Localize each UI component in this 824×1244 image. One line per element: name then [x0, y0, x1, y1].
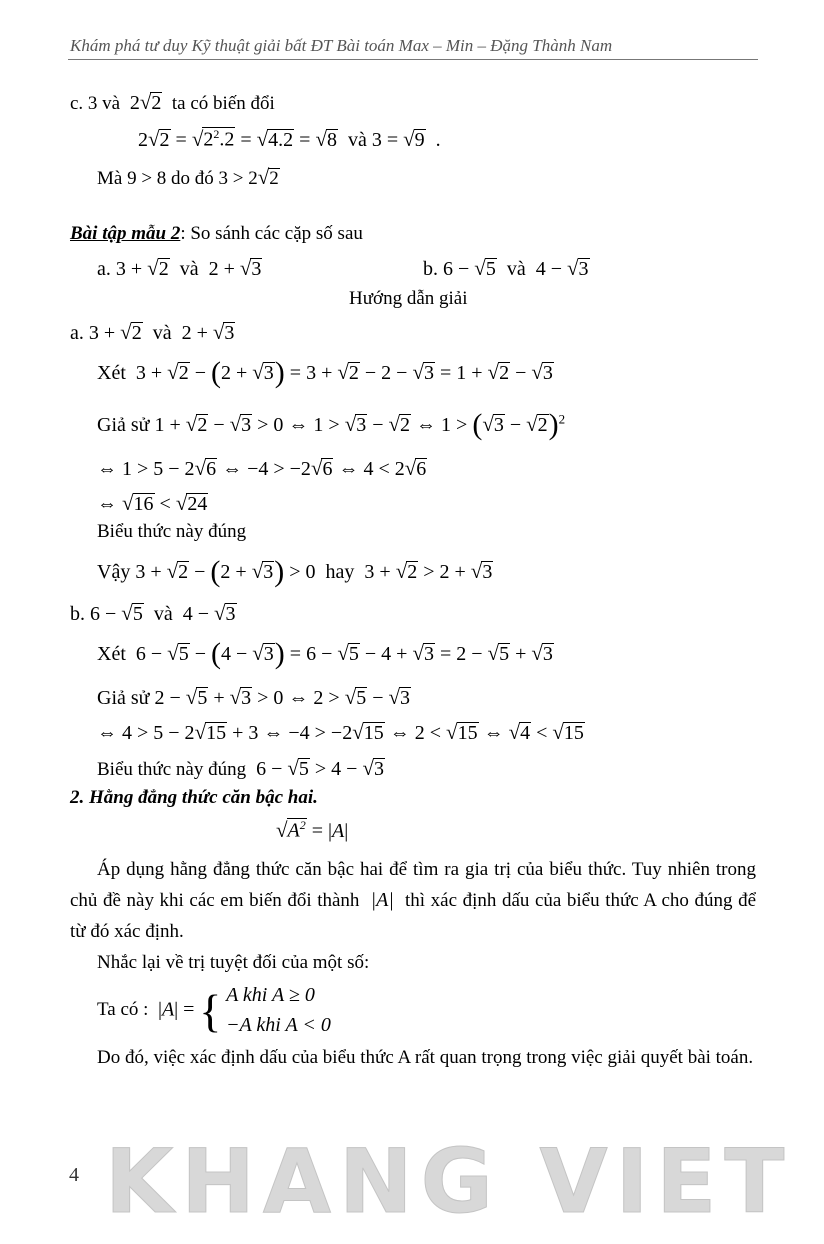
opt-a-label: a.: [97, 258, 111, 280]
example-title: Bài tập mẫu 2: [70, 223, 181, 244]
so-text: Vậy: [97, 561, 131, 583]
part-a-label: a.: [70, 322, 84, 344]
part-c-line: [70, 90, 275, 115]
example-heading: [70, 223, 363, 245]
part-b-statement: b. 6 − √5 và 4 − √3: [70, 601, 236, 625]
case-2: −A khi A < 0: [226, 1014, 331, 1036]
header-rule: [68, 59, 758, 60]
case-1: A khi A ≥ 0: [226, 984, 315, 1006]
math-line-c2: $2√2 = √2^2.2 = √4.2 = √8$ và 3 = √9 .: [138, 127, 441, 151]
section-2-title: 2. Hằng đẳng thức căn bậc hai.: [70, 787, 318, 808]
part-a-step3: ⇔ √16 < √24: [97, 491, 208, 515]
part-b-label: b.: [70, 603, 85, 625]
true-statement-a: Biểu thức này đúng: [97, 521, 247, 542]
part-a-suppose: Giả sử 1 + √2 − √3 > 0 ⇔ 1 > √3 − √2 ⇔ $1 > (√3 - √2)^2$: [97, 408, 566, 441]
part-c-tail: ta có biến đổi: [171, 93, 275, 114]
abs-value-definition: [97, 980, 331, 1040]
suppose-text: Giả sử: [97, 414, 150, 436]
consider-text: Xét: [97, 362, 126, 384]
part-c-label: c. 3 và: [70, 93, 121, 114]
paragraph-2: Nhắc lại về trị tuyệt đối của một số:: [97, 952, 370, 973]
abs-a-symbol: |A|: [370, 889, 394, 911]
option-b: b. 6 − √5 và 4 − √3: [423, 256, 589, 280]
part-a-statement: a. 3 + √2 và 2 + √3: [70, 320, 235, 344]
part-a-conclusion: Vậy 3 + √2 − (2 + √3) > 0 hay 3 + √2 > 2 + √3: [97, 555, 493, 588]
option-a: a. 3 + √2 và 2 + √3: [97, 256, 262, 280]
cases-block: [226, 980, 331, 1040]
or-text: hay: [325, 561, 355, 583]
part-b-conclusion: Biểu thức này đúng 6 − √5 > 4 − √3: [97, 756, 384, 780]
we-have-text: Ta có :: [97, 999, 149, 1020]
brace-symbol: {: [199, 985, 222, 1037]
part-b-step2: ⇔ 4 > 5 − 2√15 + 3 ⇔ −4 > −2√15 ⇔ 2 < √15 ⇔ √4 < √15: [97, 720, 584, 744]
identity-formula: $√A^2 = |A|$: [276, 818, 349, 842]
paragraph-3: Do đó, việc xác định dấu của biểu thức A rất quan trọng trong việc giải quyết bài toán.: [97, 1047, 754, 1068]
example-prompt: : So sánh các cặp số sau: [180, 223, 363, 244]
para1-part-b: thì xác định dấu của biểu thức A cho đúng để từ đó xác định.: [70, 890, 757, 942]
part-b-suppose: Giả sử 2 − √5 + √3 > 0 ⇔ 2 > √5 − √3: [97, 685, 411, 709]
para1-part-a: Áp dụng hằng đẳng thức căn bậc hai để tìm ra gia trị của biểu thức. Tuy nhiên trong chủ đề này khi các em biến đổi thành: [70, 859, 756, 911]
part-a-step2: ⇔ 1 > 5 − 2√6 ⇔ −4 > −2√6 ⇔ 4 < 2√6: [97, 456, 427, 480]
conclusion-text: Mà 9 > 8 do đó 3 > 2: [97, 168, 258, 189]
part-b-consider: Xét 6 − √5 − (4 − √3) = 6 − √5 − 4 + √3 = 2 − √5 + √3: [97, 637, 553, 670]
solution-guide: Hướng dẫn giải: [349, 288, 468, 309]
paragraph-1: [70, 854, 756, 947]
suppose-text-b: Giả sử: [97, 687, 150, 709]
running-header: Khám phá tư duy Kỹ thuật giải bất ĐT Bài toán Max – Min – Đặng Thành Nam: [70, 36, 613, 55]
page-number: 4: [69, 1164, 79, 1186]
math: 2√2: [124, 90, 162, 114]
part-c-conclusion: Mà 9 > 8 do đó 3 > 2√2: [97, 165, 279, 189]
and-text: và 3 =: [347, 129, 399, 151]
watermark-logo: KHANG VIET: [105, 1130, 793, 1233]
true-statement-b: Biểu thức này đúng: [97, 759, 247, 780]
part-a-consider: Xét 3 + √2 − (2 + √3) = 3 + √2 − 2 − √3 = 1 + √2 − √3: [97, 356, 553, 389]
consider-text-b: Xét: [97, 643, 126, 665]
abs-lhs: |A| =: [157, 998, 195, 1021]
opt-b-label: b.: [423, 258, 438, 280]
